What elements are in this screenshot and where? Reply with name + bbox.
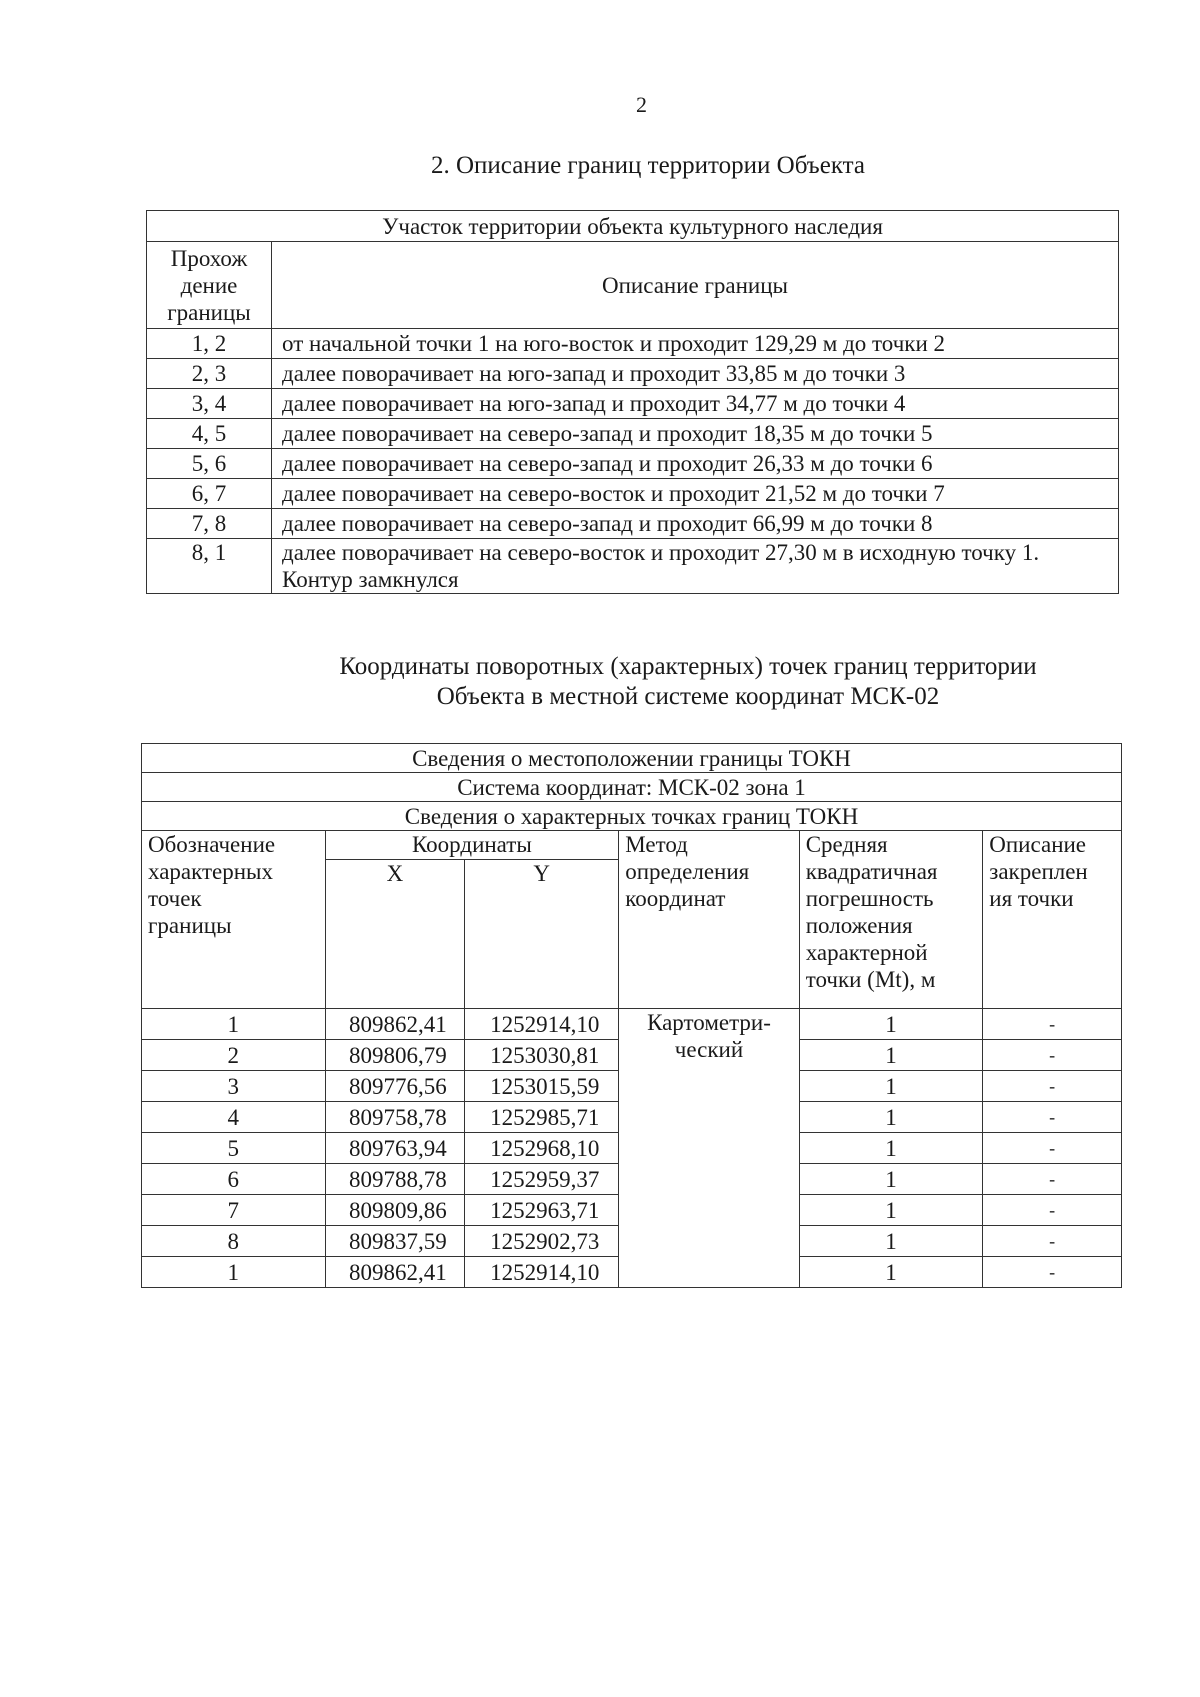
header-line: характерных bbox=[148, 859, 274, 884]
header-line: Метод bbox=[625, 832, 688, 857]
fixation-cell: - bbox=[983, 1040, 1122, 1071]
passage-cell: 6, 7 bbox=[147, 479, 272, 509]
point-cell: 6 bbox=[142, 1164, 326, 1195]
header-line: квадратичная bbox=[805, 859, 938, 884]
header-line: определения bbox=[625, 859, 750, 884]
coords-band-system: Система координат: МСК-02 зона 1 bbox=[142, 773, 1122, 802]
point-cell: 8 bbox=[142, 1226, 326, 1257]
error-cell: 1 bbox=[799, 1195, 983, 1226]
column-header-x: X bbox=[325, 860, 465, 1009]
table-row bbox=[147, 539, 1119, 594]
header-line: погрешность bbox=[805, 886, 934, 911]
coords-band-location: Сведения о местоположении границы ТОКН bbox=[142, 744, 1122, 773]
column-header-point bbox=[142, 831, 326, 1009]
y-cell: 1252914,10 bbox=[465, 1009, 619, 1040]
y-cell: 1252959,37 bbox=[465, 1164, 619, 1195]
y-cell: 1252985,71 bbox=[465, 1102, 619, 1133]
fixation-cell: - bbox=[983, 1257, 1122, 1288]
table-row bbox=[147, 509, 1119, 539]
description-cell: далее поворачивает на юго-запад и проходит 33,85 м до точки 3 bbox=[272, 359, 1119, 389]
x-cell: 809806,79 bbox=[325, 1040, 465, 1071]
description-cell: далее поворачивает на юго-запад и проходит 34,77 м до точки 4 bbox=[272, 389, 1119, 419]
coordinates-title-line: Объекта в местной системе координат МСК-02 bbox=[436, 683, 940, 710]
error-cell: 1 bbox=[799, 1102, 983, 1133]
description-cell: далее поворачивает на северо-запад и проходит 26,33 м до точки 6 bbox=[272, 449, 1119, 479]
boundary-table-caption: Участок территории объекта культурного наследия bbox=[147, 211, 1119, 242]
passage-cell: 5, 6 bbox=[147, 449, 272, 479]
x-cell: 809776,56 bbox=[325, 1071, 465, 1102]
header-line: границы bbox=[148, 913, 232, 938]
coords-band-points: Сведения о характерных точках границ ТОКН bbox=[142, 802, 1122, 831]
point-cell: 2 bbox=[142, 1040, 326, 1071]
error-cell: 1 bbox=[799, 1257, 983, 1288]
coordinates-title bbox=[148, 652, 1200, 712]
coordinates-table bbox=[141, 743, 1122, 1288]
point-cell: 5 bbox=[142, 1133, 326, 1164]
fixation-cell: - bbox=[983, 1195, 1122, 1226]
header-line: закреплен bbox=[989, 859, 1088, 884]
passage-cell: 1, 2 bbox=[147, 329, 272, 359]
passage-cell: 8, 1 bbox=[147, 539, 272, 594]
x-cell: 809758,78 bbox=[325, 1102, 465, 1133]
x-cell: 809809,86 bbox=[325, 1195, 465, 1226]
method-line: Картометри- bbox=[647, 1010, 771, 1035]
column-header-method bbox=[619, 831, 799, 1009]
point-cell: 3 bbox=[142, 1071, 326, 1102]
fixation-cell: - bbox=[983, 1226, 1122, 1257]
table-row bbox=[147, 389, 1119, 419]
column-header-passage-line: дение bbox=[180, 272, 238, 298]
description-cell: от начальной точки 1 на юго-восток и проходит 129,29 м до точки 2 bbox=[272, 329, 1119, 359]
table-row bbox=[147, 479, 1119, 509]
section-title: 2. Описание границ территории Объекта bbox=[431, 152, 865, 179]
error-cell: 1 bbox=[799, 1009, 983, 1040]
y-cell: 1252902,73 bbox=[465, 1226, 619, 1257]
passage-cell: 7, 8 bbox=[147, 509, 272, 539]
header-line: Описание bbox=[989, 832, 1087, 857]
y-cell: 1253015,59 bbox=[465, 1071, 619, 1102]
header-line: Средняя bbox=[805, 832, 888, 857]
header-line: координат bbox=[625, 886, 726, 911]
page-number: 2 bbox=[636, 92, 647, 117]
header-line: ия точки bbox=[989, 886, 1074, 911]
header-line: Обозначение bbox=[148, 832, 276, 857]
description-cell: далее поворачивает на северо-восток и проходит 27,30 м в исходную точку 1. Контур замкнулся bbox=[272, 539, 1119, 594]
column-header-passage bbox=[147, 242, 272, 329]
y-cell: 1252963,71 bbox=[465, 1195, 619, 1226]
header-line: точек bbox=[148, 886, 202, 911]
passage-cell: 2, 3 bbox=[147, 359, 272, 389]
point-cell: 1 bbox=[142, 1257, 326, 1288]
fixation-cell: - bbox=[983, 1133, 1122, 1164]
method-cell bbox=[619, 1009, 799, 1288]
fixation-cell: - bbox=[983, 1102, 1122, 1133]
fixation-cell: - bbox=[983, 1164, 1122, 1195]
x-cell: 809862,41 bbox=[325, 1257, 465, 1288]
passage-cell: 3, 4 bbox=[147, 389, 272, 419]
column-header-error bbox=[799, 831, 983, 1009]
coordinates-table-body bbox=[142, 1009, 1122, 1288]
column-header-passage-line: границы bbox=[167, 299, 251, 325]
coordinates-title-line: Координаты поворотных (характерных) точек границ территории bbox=[339, 653, 1037, 680]
column-header-fixation bbox=[983, 831, 1122, 1009]
passage-cell: 4, 5 bbox=[147, 419, 272, 449]
column-header-description: Описание границы bbox=[272, 242, 1119, 329]
table-row bbox=[147, 359, 1119, 389]
boundary-description-table bbox=[146, 210, 1119, 594]
error-cell: 1 bbox=[799, 1133, 983, 1164]
x-cell: 809837,59 bbox=[325, 1226, 465, 1257]
table-row bbox=[147, 449, 1119, 479]
point-cell: 1 bbox=[142, 1009, 326, 1040]
description-cell: далее поворачивает на северо-запад и проходит 18,35 м до точки 5 bbox=[272, 419, 1119, 449]
point-cell: 7 bbox=[142, 1195, 326, 1226]
x-cell: 809763,94 bbox=[325, 1133, 465, 1164]
table-row bbox=[147, 329, 1119, 359]
column-header-y: Y bbox=[465, 860, 619, 1009]
header-line: точки (Mt), м bbox=[805, 967, 936, 992]
fixation-cell: - bbox=[983, 1009, 1122, 1040]
method-line: ческий bbox=[674, 1037, 744, 1062]
x-cell: 809862,41 bbox=[325, 1009, 465, 1040]
x-cell: 809788,78 bbox=[325, 1164, 465, 1195]
y-cell: 1252914,10 bbox=[465, 1257, 619, 1288]
boundary-table-body bbox=[147, 329, 1119, 594]
table-row bbox=[142, 1009, 1122, 1040]
fixation-cell: - bbox=[983, 1071, 1122, 1102]
error-cell: 1 bbox=[799, 1040, 983, 1071]
error-cell: 1 bbox=[799, 1226, 983, 1257]
column-header-coordinates: Координаты bbox=[325, 831, 619, 860]
point-cell: 4 bbox=[142, 1102, 326, 1133]
error-cell: 1 bbox=[799, 1164, 983, 1195]
error-cell: 1 bbox=[799, 1071, 983, 1102]
description-cell: далее поворачивает на северо-восток и проходит 21,52 м до точки 7 bbox=[272, 479, 1119, 509]
description-cell: далее поворачивает на северо-запад и проходит 66,99 м до точки 8 bbox=[272, 509, 1119, 539]
y-cell: 1253030,81 bbox=[465, 1040, 619, 1071]
header-line: положения bbox=[805, 913, 913, 938]
table-row bbox=[147, 419, 1119, 449]
y-cell: 1252968,10 bbox=[465, 1133, 619, 1164]
header-line: характерной bbox=[805, 940, 928, 965]
column-header-passage-line: Прохож bbox=[170, 245, 248, 271]
